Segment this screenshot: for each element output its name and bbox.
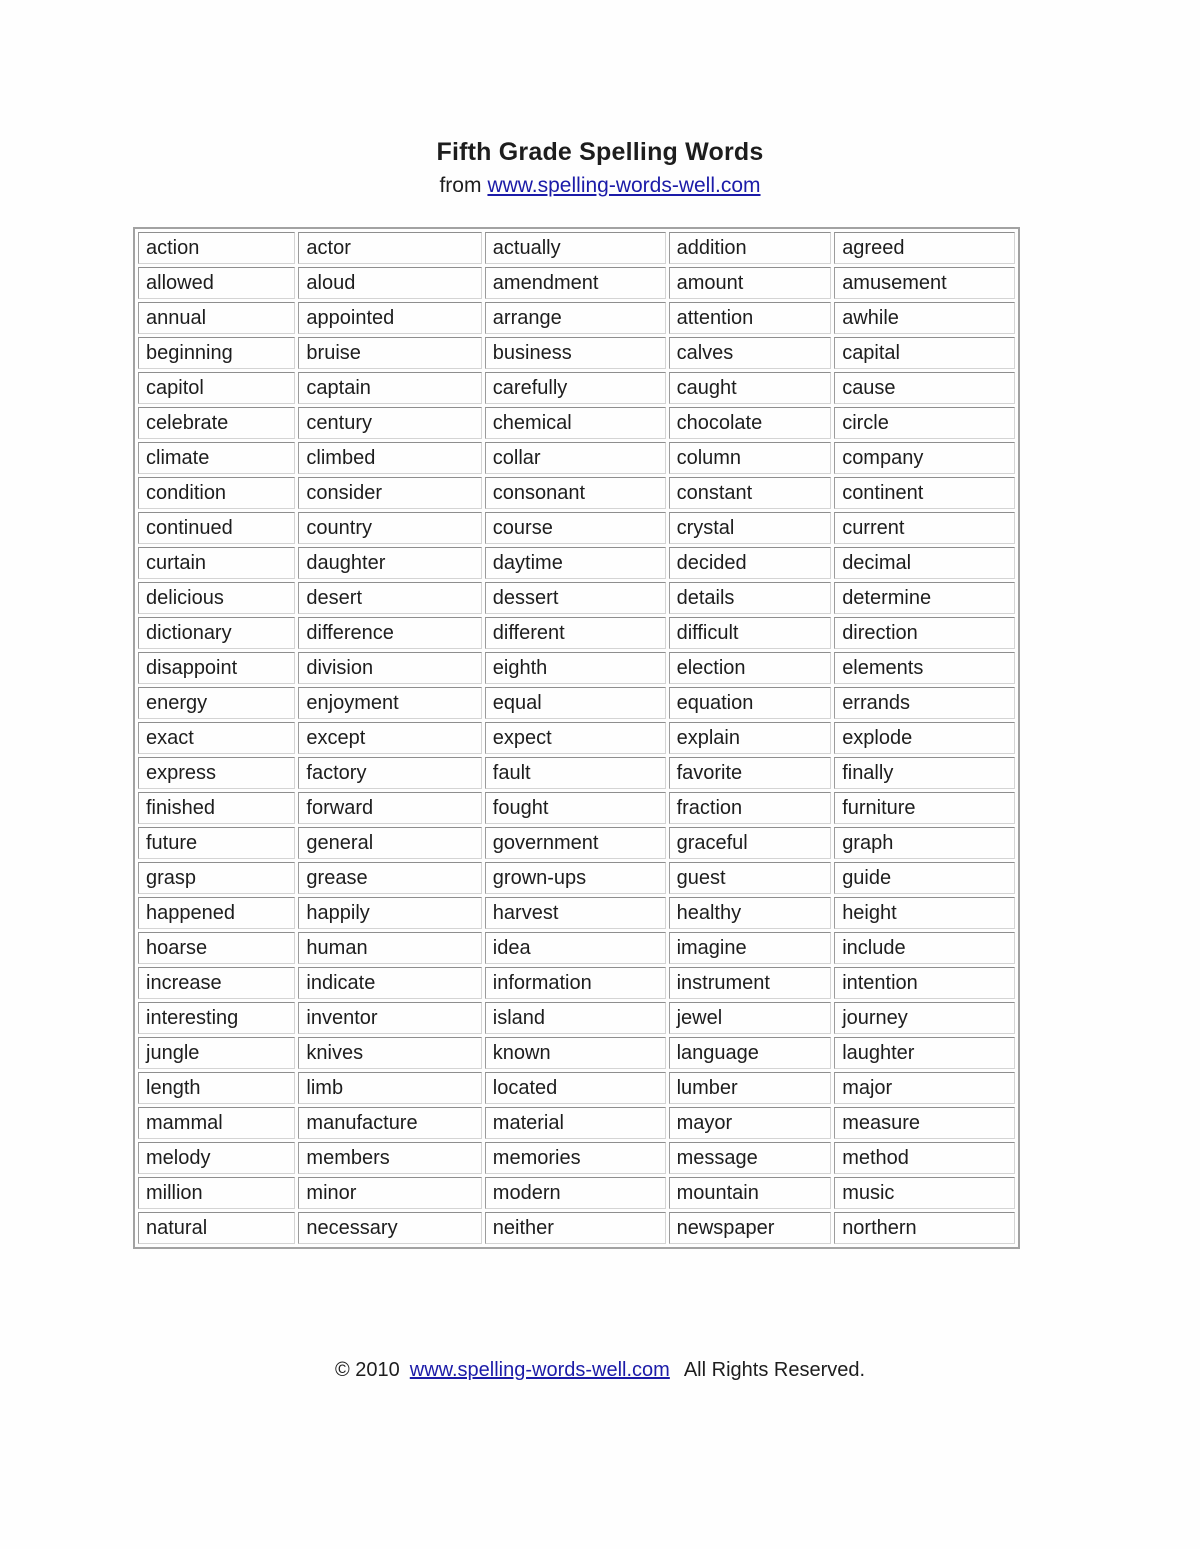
- word-cell: future: [138, 827, 295, 859]
- word-cell: continued: [138, 512, 295, 544]
- word-cell: consider: [298, 477, 481, 509]
- word-cell: column: [669, 442, 832, 474]
- word-row: [138, 337, 1015, 369]
- word-cell: appointed: [298, 302, 481, 334]
- word-cell: grown-ups: [485, 862, 666, 894]
- word-cell: jewel: [669, 1002, 832, 1034]
- word-row: [138, 512, 1015, 544]
- word-cell: forward: [298, 792, 481, 824]
- word-cell: equal: [485, 687, 666, 719]
- site-link[interactable]: www.spelling-words-well.com: [487, 174, 761, 197]
- word-cell: actor: [298, 232, 481, 264]
- word-cell: fraction: [669, 792, 832, 824]
- word-cell: energy: [138, 687, 295, 719]
- word-cell: continent: [834, 477, 1015, 509]
- word-row: [138, 302, 1015, 334]
- word-cell: daughter: [298, 547, 481, 579]
- word-cell: amendment: [485, 267, 666, 299]
- word-cell: increase: [138, 967, 295, 999]
- word-cell: except: [298, 722, 481, 754]
- word-cell: manufacture: [298, 1107, 481, 1139]
- word-cell: equation: [669, 687, 832, 719]
- word-cell: members: [298, 1142, 481, 1174]
- word-cell: finished: [138, 792, 295, 824]
- word-row: [138, 1177, 1015, 1209]
- word-cell: fault: [485, 757, 666, 789]
- word-cell: curtain: [138, 547, 295, 579]
- word-cell: measure: [834, 1107, 1015, 1139]
- word-cell: delicious: [138, 582, 295, 614]
- word-cell: island: [485, 1002, 666, 1034]
- word-cell: explain: [669, 722, 832, 754]
- word-cell: carefully: [485, 372, 666, 404]
- page-footer: [0, 1357, 1200, 1383]
- word-cell: memories: [485, 1142, 666, 1174]
- word-cell: interesting: [138, 1002, 295, 1034]
- word-cell: million: [138, 1177, 295, 1209]
- word-cell: actually: [485, 232, 666, 264]
- word-cell: favorite: [669, 757, 832, 789]
- word-cell: located: [485, 1072, 666, 1104]
- word-cell: language: [669, 1037, 832, 1069]
- word-row: [138, 1072, 1015, 1104]
- word-cell: direction: [834, 617, 1015, 649]
- word-cell: errands: [834, 687, 1015, 719]
- word-cell: idea: [485, 932, 666, 964]
- word-row: [138, 1142, 1015, 1174]
- word-cell: neither: [485, 1212, 666, 1244]
- word-cell: business: [485, 337, 666, 369]
- word-cell: journey: [834, 1002, 1015, 1034]
- word-cell: addition: [669, 232, 832, 264]
- word-cell: details: [669, 582, 832, 614]
- word-cell: government: [485, 827, 666, 859]
- word-cell: climbed: [298, 442, 481, 474]
- word-cell: dessert: [485, 582, 666, 614]
- word-cell: human: [298, 932, 481, 964]
- word-cell: action: [138, 232, 295, 264]
- word-cell: indicate: [298, 967, 481, 999]
- word-cell: knives: [298, 1037, 481, 1069]
- word-cell: instrument: [669, 967, 832, 999]
- word-cell: information: [485, 967, 666, 999]
- word-cell: difference: [298, 617, 481, 649]
- word-cell: desert: [298, 582, 481, 614]
- word-cell: necessary: [298, 1212, 481, 1244]
- word-cell: modern: [485, 1177, 666, 1209]
- word-cell: height: [834, 897, 1015, 929]
- word-cell: calves: [669, 337, 832, 369]
- word-cell: grease: [298, 862, 481, 894]
- word-cell: guest: [669, 862, 832, 894]
- word-cell: general: [298, 827, 481, 859]
- word-cell: limb: [298, 1072, 481, 1104]
- word-cell: mayor: [669, 1107, 832, 1139]
- spelling-words-body: [138, 232, 1015, 1244]
- page-title: Fifth Grade Spelling Words: [436, 138, 764, 166]
- word-cell: grasp: [138, 862, 295, 894]
- word-row: [138, 547, 1015, 579]
- word-cell: lumber: [669, 1072, 832, 1104]
- word-cell: imagine: [669, 932, 832, 964]
- word-cell: different: [485, 617, 666, 649]
- word-cell: major: [834, 1072, 1015, 1104]
- word-cell: decimal: [834, 547, 1015, 579]
- word-cell: election: [669, 652, 832, 684]
- word-cell: capital: [834, 337, 1015, 369]
- word-cell: arrange: [485, 302, 666, 334]
- word-cell: capitol: [138, 372, 295, 404]
- word-cell: length: [138, 1072, 295, 1104]
- word-cell: explode: [834, 722, 1015, 754]
- word-cell: decided: [669, 547, 832, 579]
- word-row: [138, 687, 1015, 719]
- word-row: [138, 232, 1015, 264]
- word-cell: harvest: [485, 897, 666, 929]
- word-cell: guide: [834, 862, 1015, 894]
- word-row: [138, 1002, 1015, 1034]
- word-cell: healthy: [669, 897, 832, 929]
- word-cell: caught: [669, 372, 832, 404]
- word-cell: message: [669, 1142, 832, 1174]
- word-cell: intention: [834, 967, 1015, 999]
- word-cell: condition: [138, 477, 295, 509]
- word-cell: aloud: [298, 267, 481, 299]
- word-cell: amusement: [834, 267, 1015, 299]
- word-cell: mountain: [669, 1177, 832, 1209]
- word-cell: awhile: [834, 302, 1015, 334]
- word-cell: hoarse: [138, 932, 295, 964]
- word-cell: dictionary: [138, 617, 295, 649]
- word-cell: inventor: [298, 1002, 481, 1034]
- word-cell: chemical: [485, 407, 666, 439]
- word-cell: eighth: [485, 652, 666, 684]
- word-row: [138, 1107, 1015, 1139]
- word-cell: material: [485, 1107, 666, 1139]
- word-cell: constant: [669, 477, 832, 509]
- word-cell: climate: [138, 442, 295, 474]
- word-cell: allowed: [138, 267, 295, 299]
- word-cell: daytime: [485, 547, 666, 579]
- word-cell: crystal: [669, 512, 832, 544]
- word-cell: include: [834, 932, 1015, 964]
- word-cell: captain: [298, 372, 481, 404]
- word-cell: enjoyment: [298, 687, 481, 719]
- word-cell: celebrate: [138, 407, 295, 439]
- word-cell: finally: [834, 757, 1015, 789]
- word-cell: collar: [485, 442, 666, 474]
- word-cell: northern: [834, 1212, 1015, 1244]
- word-cell: bruise: [298, 337, 481, 369]
- word-cell: consonant: [485, 477, 666, 509]
- word-row: [138, 617, 1015, 649]
- word-cell: course: [485, 512, 666, 544]
- word-row: [138, 722, 1015, 754]
- word-row: [138, 407, 1015, 439]
- page-subtitle: [0, 171, 1200, 201]
- word-cell: disappoint: [138, 652, 295, 684]
- word-cell: graph: [834, 827, 1015, 859]
- word-cell: elements: [834, 652, 1015, 684]
- word-cell: century: [298, 407, 481, 439]
- word-row: [138, 267, 1015, 299]
- word-row: [138, 372, 1015, 404]
- spelling-words-table: [133, 227, 1020, 1249]
- word-cell: newspaper: [669, 1212, 832, 1244]
- word-row: [138, 932, 1015, 964]
- word-cell: laughter: [834, 1037, 1015, 1069]
- word-cell: furniture: [834, 792, 1015, 824]
- word-cell: amount: [669, 267, 832, 299]
- word-row: [138, 1212, 1015, 1244]
- word-cell: annual: [138, 302, 295, 334]
- word-cell: expect: [485, 722, 666, 754]
- word-cell: factory: [298, 757, 481, 789]
- word-cell: exact: [138, 722, 295, 754]
- word-cell: graceful: [669, 827, 832, 859]
- word-cell: country: [298, 512, 481, 544]
- word-cell: chocolate: [669, 407, 832, 439]
- word-row: [138, 897, 1015, 929]
- word-cell: natural: [138, 1212, 295, 1244]
- word-row: [138, 652, 1015, 684]
- page-header: [0, 0, 1200, 201]
- word-row: [138, 757, 1015, 789]
- word-cell: minor: [298, 1177, 481, 1209]
- word-row: [138, 442, 1015, 474]
- word-cell: cause: [834, 372, 1015, 404]
- word-cell: jungle: [138, 1037, 295, 1069]
- word-cell: agreed: [834, 232, 1015, 264]
- word-cell: division: [298, 652, 481, 684]
- word-cell: determine: [834, 582, 1015, 614]
- word-row: [138, 967, 1015, 999]
- word-cell: beginning: [138, 337, 295, 369]
- word-cell: company: [834, 442, 1015, 474]
- word-cell: happily: [298, 897, 481, 929]
- word-cell: fought: [485, 792, 666, 824]
- copyright-text: © 2010: [334, 1359, 400, 1381]
- word-cell: happened: [138, 897, 295, 929]
- word-cell: circle: [834, 407, 1015, 439]
- word-cell: difficult: [669, 617, 832, 649]
- footer-site-link[interactable]: www.spelling-words-well.com: [409, 1359, 670, 1381]
- word-row: [138, 582, 1015, 614]
- word-row: [138, 1037, 1015, 1069]
- word-cell: method: [834, 1142, 1015, 1174]
- word-row: [138, 477, 1015, 509]
- word-cell: melody: [138, 1142, 295, 1174]
- word-cell: attention: [669, 302, 832, 334]
- word-row: [138, 792, 1015, 824]
- word-cell: express: [138, 757, 295, 789]
- subtitle-prefix: from: [439, 174, 482, 197]
- word-cell: current: [834, 512, 1015, 544]
- word-row: [138, 862, 1015, 894]
- rights-text: All Rights Reserved.: [683, 1359, 866, 1381]
- word-row: [138, 827, 1015, 859]
- word-cell: mammal: [138, 1107, 295, 1139]
- word-cell: known: [485, 1037, 666, 1069]
- word-cell: music: [834, 1177, 1015, 1209]
